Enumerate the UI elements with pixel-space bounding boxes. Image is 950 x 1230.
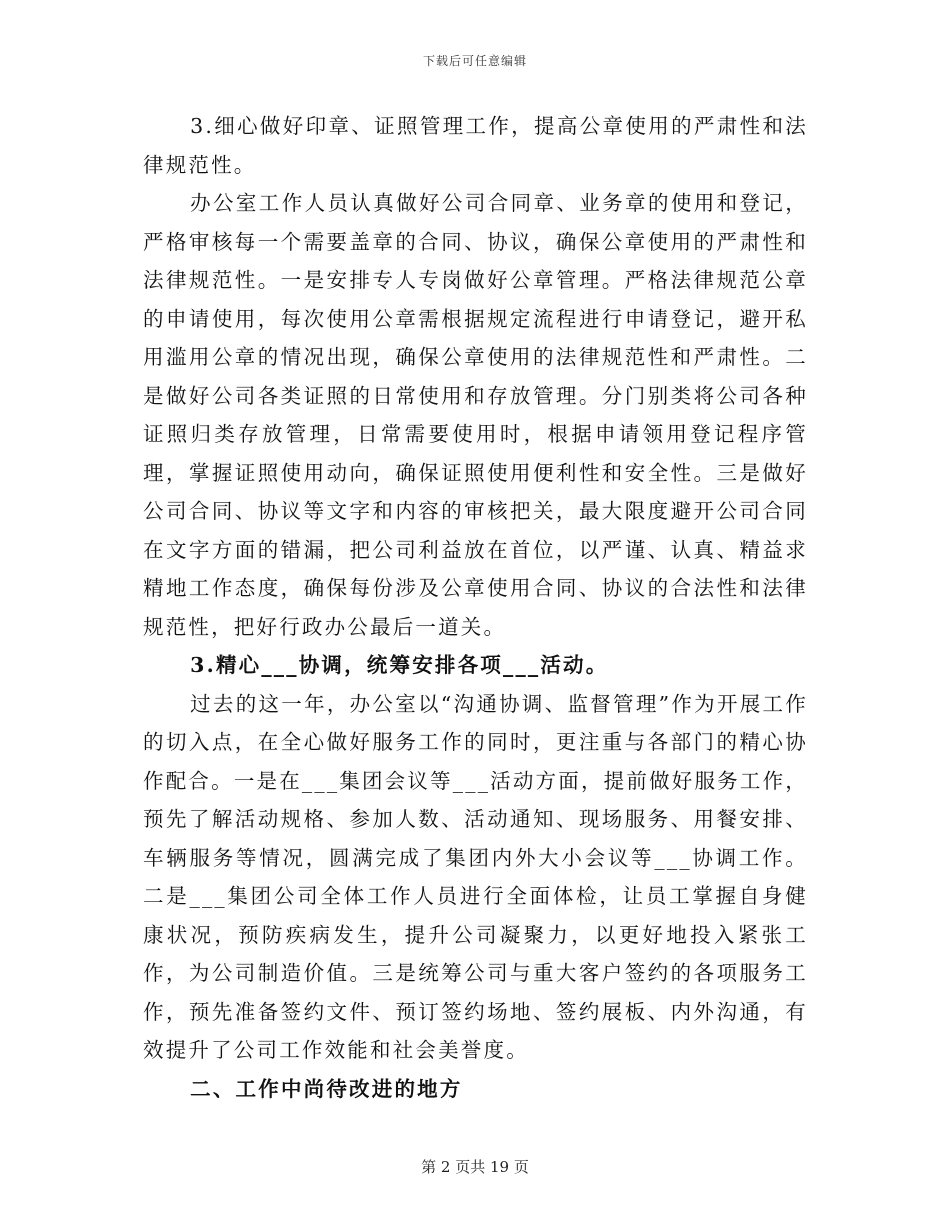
section-heading-improvements: 二、工作中尚待改进的地方	[190, 1076, 463, 1101]
section-heading-seal-management: 3.细心做好印章、证照管理工作，提高公章使用的严肃性和法律规范性。	[143, 114, 808, 177]
page-number: 第 2 页共 19 页	[421, 1158, 529, 1176]
section-heading-coordination: 3.精心___协调，统筹安排各项___活动。	[190, 653, 609, 677]
paragraph-seal-management: 办公室工作人员认真做好公司合同章、业务章的使用和登记，严格审核每一个需要盖章的合同、协议，确保公章使用的严肃性和法律规范性。一是安排专人专岗做好公章管理。严格法律规范公章的申请使用，每次使用公章需根据规定流程进行申请登记，避开私用滥用公章的情况出现，确保公章使用的法律规范性和严肃性。二是做好公司各类证照的日常使用和存放管理。分门别类将公司各种证照归类存放管理，日常需要使用时，根据申请领用登记程序管理，掌握证照使用动向，确保证照使用便利性和安全性。三是做好公司合同、协议等文字和内容的审核把关，最大限度避开公司合同在文字方面的错漏，把公司利益放在首位，以严谨、认真、精益求精地工作态度，确保每份涉及公章使用合同、协议的合法性和法律规范性，把好行政办公最后一道关。	[143, 191, 808, 639]
paragraph-coordination: 过去的这一年，办公室以“沟通协调、监督管理”作为开展工作的切入点，在全心做好服务工作的同时，更注重与各部门的精心协作配合。一是在___集团会议等___活动方面，提前做好服务工作，预先了解活动规格、参加人数、活动通知、现场服务、用餐安排、车辆服务等情况，圆满完成了集团内外大小会议等___协调工作。二是___集团公司全体工作人员进行全面体检，让员工掌握自身健康状况，预防疾病发生，提升公司凝聚力，以更好地投入紧张工作，为公司制造价值。三是统筹公司与重大客户签约的各项服务工作，预先准备签约文件、预订签约场地、签约展板、内外沟通，有效提升了公司工作效能和社会美誉度。	[143, 691, 808, 1062]
document-body	[143, 107, 808, 1108]
page-header-note: 下载后可任意编辑	[422, 54, 527, 68]
